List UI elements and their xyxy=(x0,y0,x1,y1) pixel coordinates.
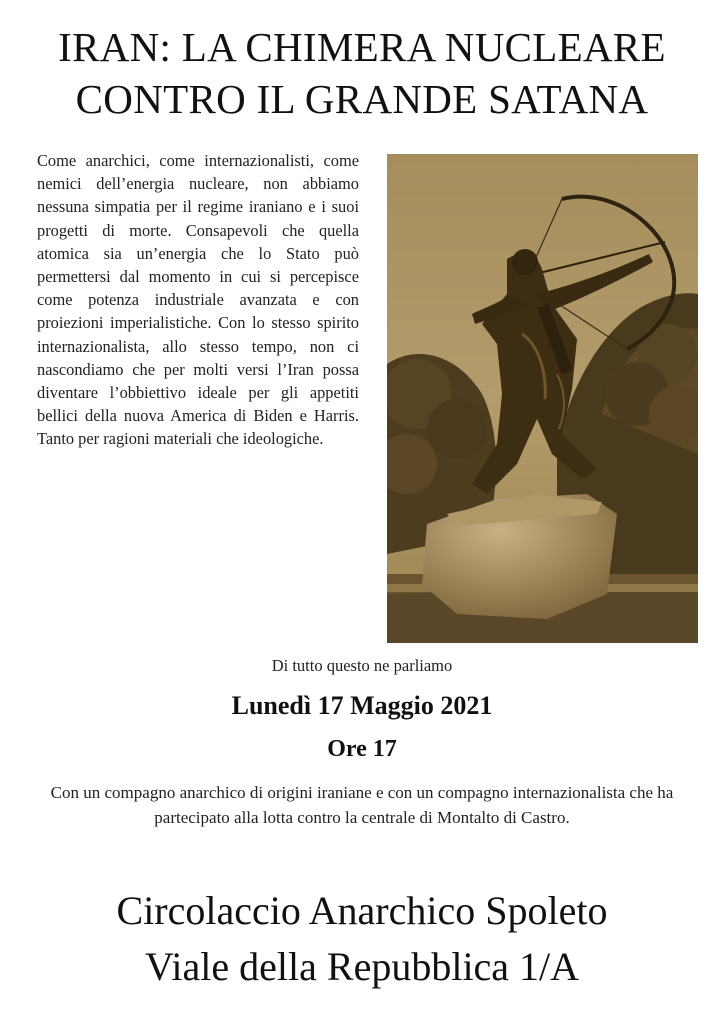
event-date: Lunedì 17 Maggio 2021 xyxy=(231,691,493,720)
body-paragraph: Come anarchici, come internazionalisti, come nemici dell’energia nucleare, non abbiamo nessuna simpatia per il regime iraniano e i suoi progetti di morte. Consapevoli che quella atomica sia un’energia che lo Stato può permettersi dal momento in cui si percepisce come potenza industriale avanzata e con proiezioni imperialistiche. Con lo stesso spirito internazionalista, allo stesso tempo, non ci nascondiamo che per molti versi l’Iran possa diventare l’obbiettivo ideale per gli appetiti bellici della nuova America di Biden e Harris. Tanto per ragioni materiali che ideologiche. xyxy=(37,151,359,449)
event-intro: Di tutto questo ne parliamo xyxy=(271,656,453,675)
archer-statue-photo xyxy=(387,154,698,643)
event-time: Ore 17 xyxy=(327,736,397,762)
poster-title-line-1: IRAN: LA CHIMERA NUCLEARE xyxy=(58,24,666,70)
poster-title-line-2: CONTRO IL GRANDE SATANA xyxy=(75,76,649,122)
venue-name: Circolaccio Anarchico Spoleto xyxy=(116,888,608,933)
event-guests: Con un compagno anarchico di origini iraniane e con un compagno internazionalista che ha partecipato alla lotta contro la centrale di Montalto di Castro. xyxy=(50,783,674,827)
venue-address: Viale della Repubblica 1/A xyxy=(144,944,580,989)
